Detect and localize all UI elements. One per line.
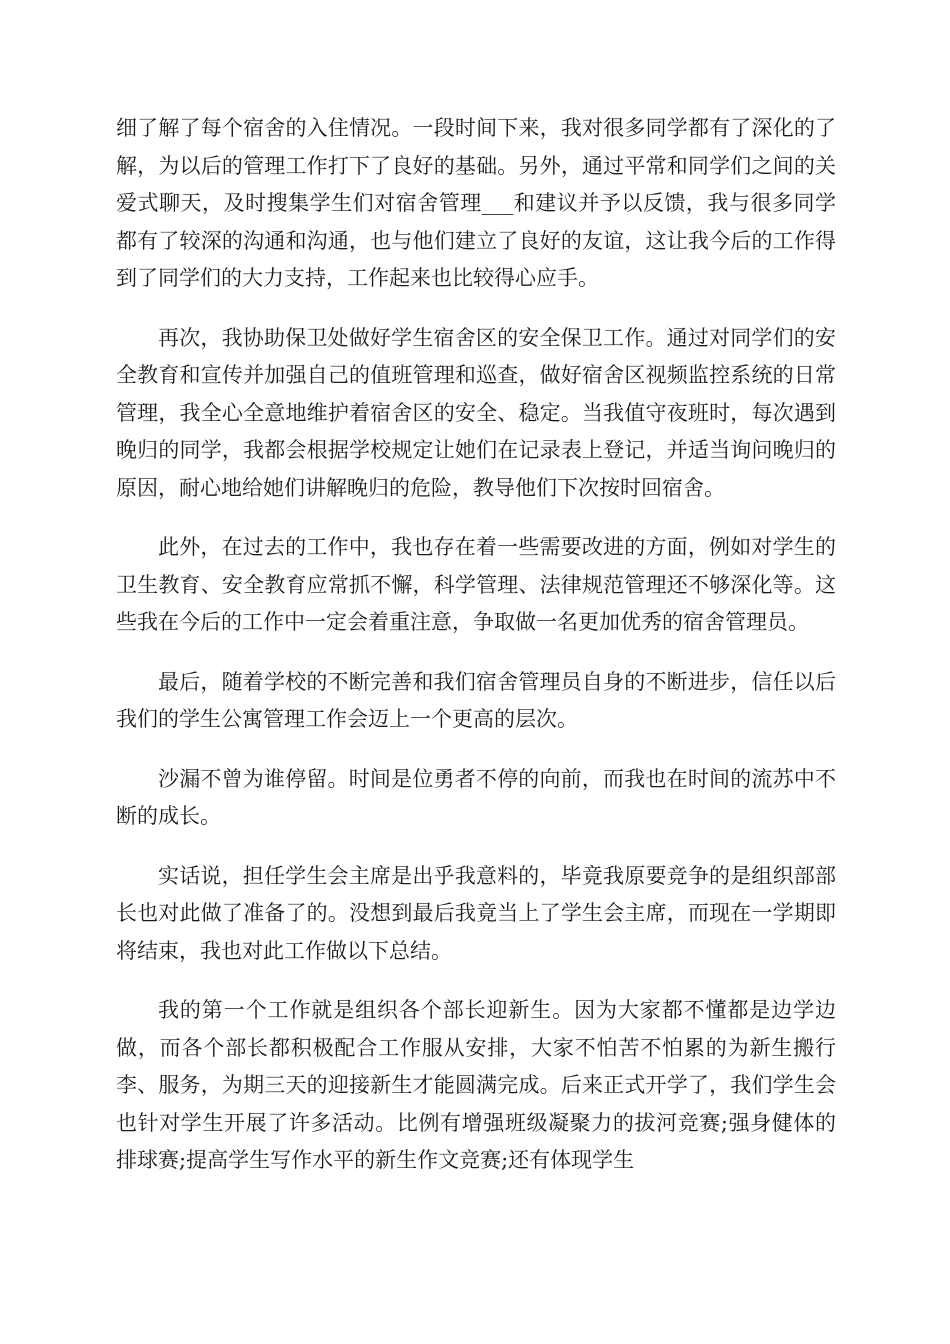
paragraph-3: 此外，在过去的工作中，我也存在着一些需要改进的方面，例如对学生的卫生教育、安全教育应常抓不懈，科学管理、法律规范管理还不够深化等。这些我在今后的工作中一定会着重注意，争取做一名更加优秀的宿舍管理员。 — [116, 535, 836, 634]
paragraph-5: 沙漏不曾为谁停留。时间是位勇者不停的向前，而我也在时间的流苏中不断的成长。 — [116, 766, 836, 828]
paragraph-2: 再次，我协助保卫处做好学生宿舍区的安全保卫工作。通过对同学们的安全教育和宣传并加强自己的值班管理和巡查，做好宿舍区视频监控系统的日常管理，我全心全意地维护着宿舍区的安全、稳定。当我值守夜班时，每次遇到晚归的同学，我都会根据学校规定让她们在记录表上登记，并适当询问晚归的原因，耐心地给她们讲解晚归的危险，教导他们下次按时回宿舍。 — [116, 325, 836, 500]
document-body — [116, 110, 836, 1202]
paragraph-6: 实话说，担任学生会主席是出乎我意料的，毕竟我原要竞争的是组织部部长也对此做了准备了的。没想到最后我竟当上了学生会主席，而现在一学期即将结束，我也对此工作做以下总结。 — [116, 863, 836, 963]
paragraph-7: 我的第一个工作就是组织各个部长迎新生。因为大家都不懂都是边学边做，而各个部长都积极配合工作服从安排，大家不怕苦不怕累的为新生搬行李、服务，为期三天的迎接新生才能圆满完成。后来正式开学了，我们学生会也针对学生开展了许多活动。比例有增强班级凝聚力的拔河竞赛;强身健体的排球赛;提高学生写作水平的新生作文竞赛;还有体现学生 — [116, 998, 836, 1172]
paragraph-4: 最后，随着学校的不断完善和我们宿舍管理员自身的不断进步，信任以后我们的学生公寓管理工作会迈上一个更高的层次。 — [116, 669, 836, 731]
paragraph-1: 细了解了每个宿舍的入住情况。一段时间下来，我对很多同学都有了深化的了解，为以后的管理工作打下了良好的基础。另外，通过平常和同学们之间的关爱式聊天，及时搜集学生们对宿舍管理___和建议并予以反馈，我与很多同学都有了较深的沟通和沟通，也与他们建立了良好的友谊，这让我今后的工作得到了同学们的大力支持，工作起来也比较得心应手。 — [116, 116, 836, 290]
